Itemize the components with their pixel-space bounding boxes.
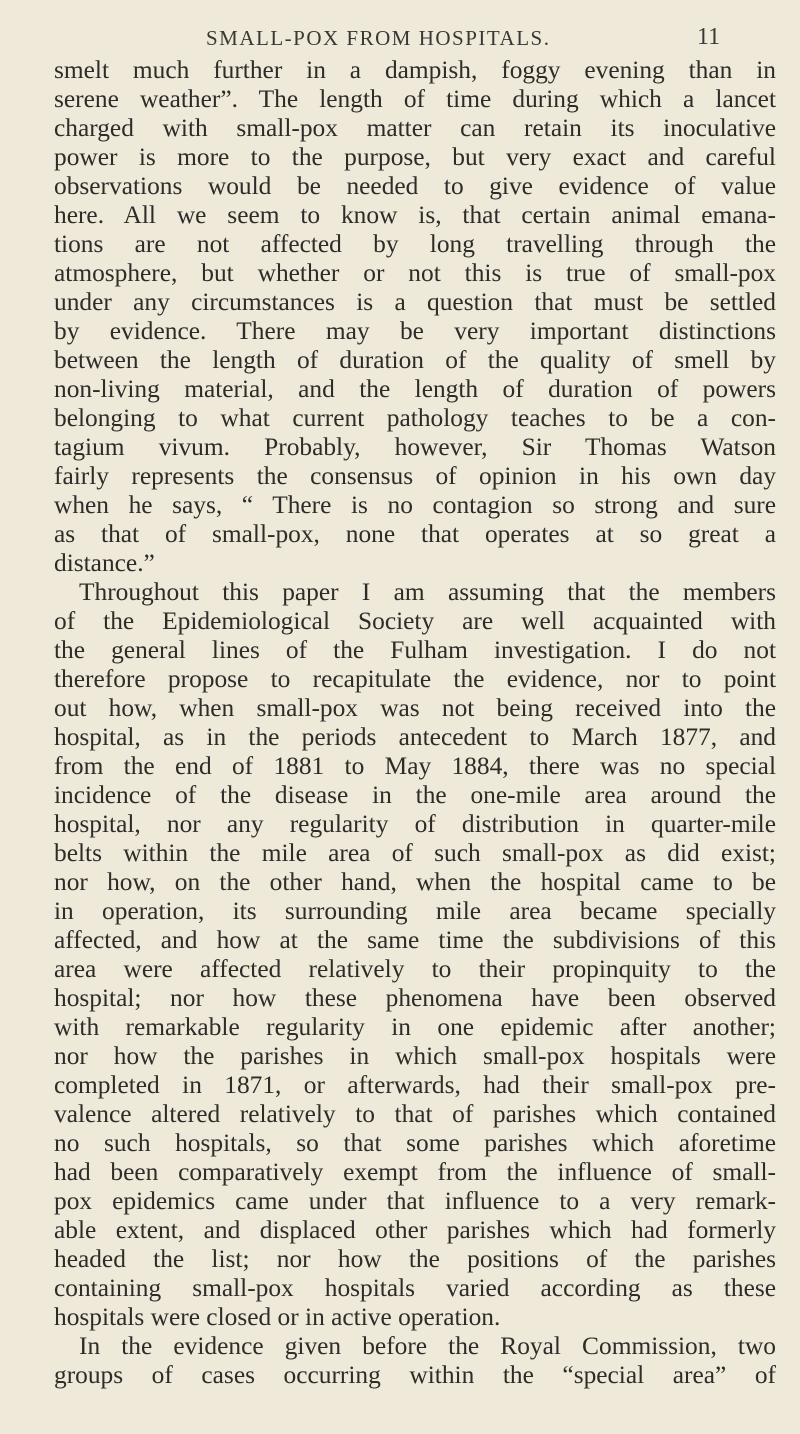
text-line: affected, and how at the same time the subdivisions of this (54, 926, 776, 954)
text-line: under any circumstances is a question that must be settled (54, 288, 776, 316)
text-line: headed the list; nor how the positions of the parishes (54, 1245, 776, 1273)
text-line: with remarkable regularity in one epidemic after another; (54, 1013, 776, 1041)
text-line: serene weather”. The length of time during which a lancet (54, 85, 776, 113)
text-line: pox epidemics came under that influence to a very remark- (54, 1187, 776, 1215)
text-line: incidence of the disease in the one-mile area around the (54, 781, 776, 809)
text-line: atmosphere, but whether or not this is true of small-pox (54, 259, 776, 287)
text-line: hospital, nor any regularity of distribution in quarter-mile (54, 810, 776, 838)
text-line: nor how, on the other hand, when the hospital came to be (54, 868, 776, 896)
text-line: containing small-pox hospitals varied according as these (54, 1274, 776, 1302)
text-line: out how, when small-pox was not being received into the (54, 694, 776, 722)
paragraph-last-line: distance.” (54, 549, 155, 577)
text-line: between the length of duration of the quality of smell by (54, 346, 776, 374)
paragraph-last-line: hospitals were closed or in active operation. (54, 1303, 501, 1331)
page-number: 11 (697, 24, 721, 50)
text-line: able extent, and displaced other parishes which had formerly (54, 1216, 776, 1244)
text-line: observations would be needed to give evidence of value (54, 172, 776, 200)
paragraph-first-line: Throughout this paper I am assuming that the members (79, 578, 776, 606)
text-line: as that of small-pox, none that operates at so great a (54, 520, 776, 548)
text-line: here. All we seem to know is, that certain animal emana- (54, 201, 776, 229)
text-line: valence altered relatively to that of parishes which contained (54, 1100, 776, 1128)
text-line: charged with small-pox matter can retain its inoculative (54, 114, 776, 142)
text-line: groups of cases occurring within the “special area” of (54, 1361, 776, 1389)
paragraph-first-line: In the evidence given before the Royal Commission, two (79, 1332, 776, 1360)
text-line: in operation, its surrounding mile area became specially (54, 897, 776, 925)
running-head (0, 18, 800, 52)
text-line: when he says, “ There is no contagion so strong and sure (54, 491, 776, 519)
text-line: therefore propose to recapitulate the evidence, nor to point (54, 665, 776, 693)
text-line: non-living material, and the length of duration of powers (54, 375, 776, 403)
text-line: tagium vivum. Probably, however, Sir Thomas Watson (54, 433, 776, 461)
running-title: SMALL-POX FROM HOSPITALS. (206, 26, 551, 50)
text-line: fairly represents the consensus of opinion in his own day (54, 462, 776, 490)
text-line: completed in 1871, or afterwards, had their small-pox pre- (54, 1071, 776, 1099)
text-line: nor how the parishes in which small-pox hospitals were (54, 1042, 776, 1070)
text-line: tions are not affected by long travelling through the (54, 230, 776, 258)
text-line: the general lines of the Fulham investigation. I do not (54, 636, 776, 664)
text-line: power is more to the purpose, but very exact and careful (54, 143, 776, 171)
text-line: belonging to what current pathology teaches to be a con- (54, 404, 776, 432)
text-line: belts within the mile area of such small-pox as did exist; (54, 839, 776, 867)
text-line: area were affected relatively to their propinquity to the (54, 955, 776, 983)
text-line: of the Epidemiological Society are well acquainted with (54, 607, 776, 635)
text-line: had been comparatively exempt from the influence of small- (54, 1158, 776, 1186)
body-text (54, 56, 776, 1390)
text-line: smelt much further in a dampish, foggy evening than in (54, 56, 776, 84)
text-line: hospital; nor how these phenomena have been observed (54, 984, 776, 1012)
text-line: hospital, as in the periods antecedent to March 1877, and (54, 723, 776, 751)
text-line: from the end of 1881 to May 1884, there was no special (54, 752, 776, 780)
text-line: by evidence. There may be very important distinctions (54, 317, 776, 345)
text-line: no such hospitals, so that some parishes which aforetime (54, 1129, 776, 1157)
